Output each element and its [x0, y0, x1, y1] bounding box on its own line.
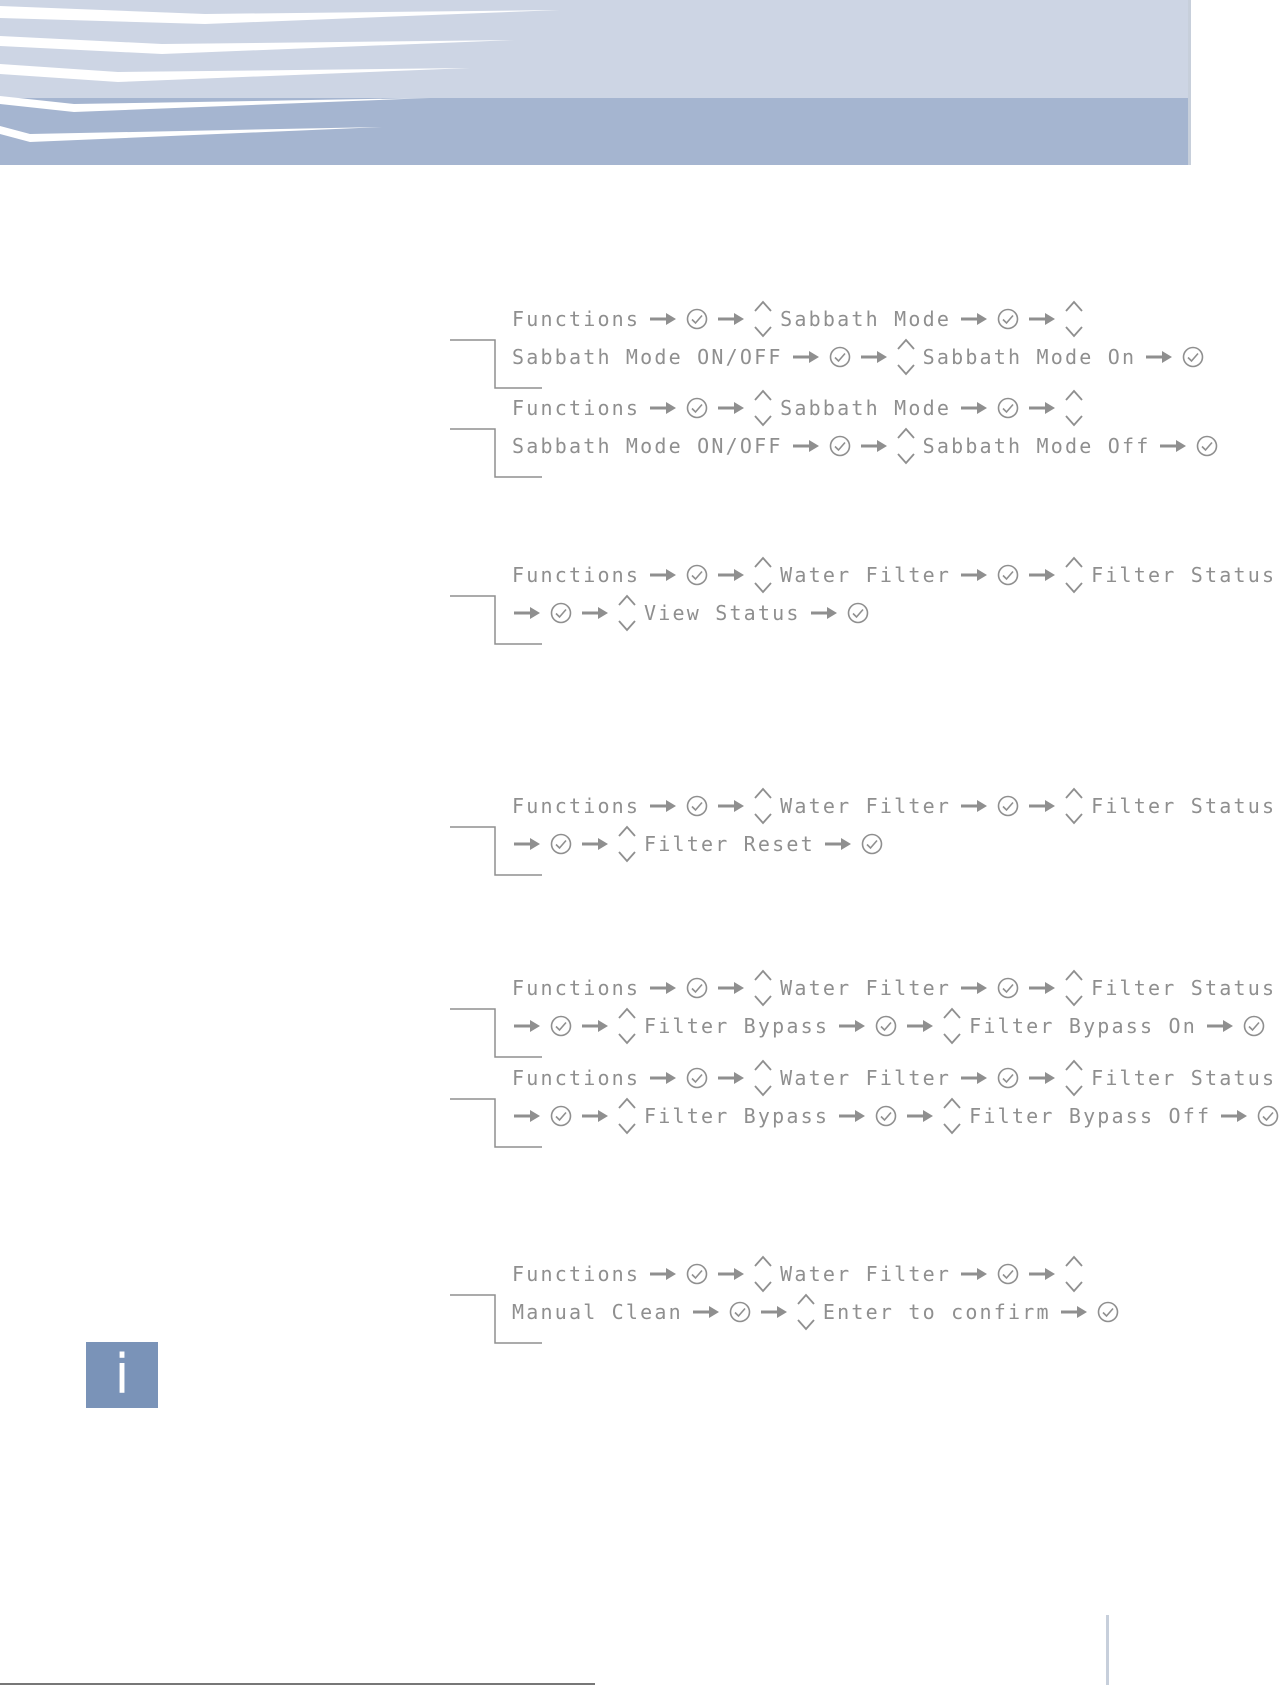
arrow-right-icon	[1027, 796, 1057, 816]
arrow-right-icon	[716, 309, 746, 329]
arrow-right-icon	[759, 1302, 789, 1322]
flow-step-label: Filter Bypass	[644, 1104, 830, 1128]
flow-step-label: Functions	[512, 307, 641, 331]
check-circle-icon	[828, 345, 852, 369]
arrow-right-icon	[512, 834, 542, 854]
arrow-right-icon	[580, 1016, 610, 1036]
check-circle-icon	[874, 1104, 898, 1128]
up-down-arrows-icon	[752, 299, 774, 339]
arrow-right-icon	[716, 1068, 746, 1088]
arrow-right-icon	[1027, 1264, 1057, 1284]
arrow-right-icon	[837, 1106, 867, 1126]
flow-step-label: View Status	[644, 601, 801, 625]
flow-line	[508, 789, 1280, 823]
arrow-right-icon	[1158, 436, 1188, 456]
flow-step-label: Functions	[512, 976, 641, 1000]
arrow-right-icon	[1027, 1068, 1057, 1088]
flow-step-label: Water Filter	[780, 976, 952, 1000]
arrow-right-icon	[512, 603, 542, 623]
arrow-right-icon	[791, 436, 821, 456]
arrow-right-icon	[716, 796, 746, 816]
arrow-right-icon	[580, 603, 610, 623]
arrow-right-icon	[1027, 309, 1057, 329]
check-circle-icon	[996, 976, 1020, 1000]
flow-step-label: Sabbath Mode On	[922, 345, 1137, 369]
check-circle-icon	[685, 1066, 709, 1090]
arrow-right-icon	[959, 309, 989, 329]
info-icon	[86, 1342, 158, 1408]
flow-line	[508, 558, 1280, 592]
arrow-right-icon	[648, 978, 678, 998]
arrow-right-icon	[837, 1016, 867, 1036]
up-down-arrows-icon	[1063, 786, 1085, 826]
flow-line	[508, 1295, 1123, 1329]
flow-step-label: Sabbath Mode ON/OFF	[512, 434, 783, 458]
flow-bracket	[450, 399, 550, 487]
check-circle-icon	[860, 832, 884, 856]
arrow-right-icon	[648, 309, 678, 329]
up-down-arrows-icon	[1063, 299, 1085, 339]
flow-line	[508, 971, 1280, 1005]
check-circle-icon	[549, 1104, 573, 1128]
flow-bracket	[450, 979, 550, 1067]
flow-step-label: Water Filter	[780, 563, 952, 587]
arrow-right-icon	[823, 834, 853, 854]
flow-line	[508, 827, 887, 861]
check-circle-icon	[874, 1014, 898, 1038]
arrow-right-icon	[716, 978, 746, 998]
arrow-right-icon	[716, 1264, 746, 1284]
flow-bracket	[450, 310, 550, 398]
arrow-right-icon	[1027, 978, 1057, 998]
arrow-right-icon	[791, 347, 821, 367]
flow-line	[508, 1099, 1283, 1133]
flow-step-label: Functions	[512, 563, 641, 587]
check-circle-icon	[1096, 1300, 1120, 1324]
check-circle-icon	[685, 307, 709, 331]
arrow-right-icon	[859, 347, 889, 367]
arrow-right-icon	[959, 565, 989, 585]
flow-step-label: Filter Status	[1091, 563, 1277, 587]
flow-step-label: Enter to confirm	[822, 1300, 1051, 1324]
check-circle-icon	[685, 396, 709, 420]
flow-bracket	[450, 1265, 550, 1353]
check-circle-icon	[685, 976, 709, 1000]
up-down-arrows-icon	[616, 593, 638, 633]
up-down-arrows-icon	[616, 1096, 638, 1136]
arrow-right-icon	[512, 1016, 542, 1036]
arrow-right-icon	[1144, 347, 1174, 367]
arrow-right-icon	[580, 1106, 610, 1126]
up-down-arrows-icon	[1063, 968, 1085, 1008]
flow-step-label: Functions	[512, 396, 641, 420]
check-circle-icon	[549, 1014, 573, 1038]
check-circle-icon	[685, 563, 709, 587]
flow-bracket	[450, 797, 550, 885]
arrow-right-icon	[1027, 398, 1057, 418]
info-glyph: i	[114, 1343, 130, 1406]
arrow-right-icon	[959, 398, 989, 418]
flow-line	[508, 429, 1222, 463]
check-circle-icon	[996, 307, 1020, 331]
flow-line	[508, 1061, 1280, 1095]
check-circle-icon	[549, 601, 573, 625]
up-down-arrows-icon	[1063, 555, 1085, 595]
arrow-right-icon	[809, 603, 839, 623]
arrow-right-icon	[1059, 1302, 1089, 1322]
arrow-right-icon	[905, 1016, 935, 1036]
arrow-right-icon	[648, 565, 678, 585]
arrow-right-icon	[691, 1302, 721, 1322]
arrow-right-icon	[512, 1106, 542, 1126]
flow-step-label: Sabbath Mode	[780, 396, 952, 420]
flow-step-label: Filter Status	[1091, 976, 1277, 1000]
arrow-right-icon	[1027, 565, 1057, 585]
arrow-right-icon	[959, 1068, 989, 1088]
flow-step-label: Functions	[512, 1262, 641, 1286]
flow-step-label: Water Filter	[780, 1066, 952, 1090]
flow-step-label: Functions	[512, 794, 641, 818]
up-down-arrows-icon	[752, 1254, 774, 1294]
flow-step-label: Sabbath Mode Off	[922, 434, 1151, 458]
check-circle-icon	[996, 1066, 1020, 1090]
flow-step-label: Manual Clean	[512, 1300, 683, 1324]
check-circle-icon	[1195, 434, 1219, 458]
up-down-arrows-icon	[941, 1096, 963, 1136]
flow-line	[508, 302, 1087, 336]
flow-line	[508, 340, 1208, 374]
up-down-arrows-icon	[1063, 1058, 1085, 1098]
flow-bracket	[450, 1069, 550, 1157]
header-banner	[0, 0, 1191, 165]
arrow-right-icon	[905, 1106, 935, 1126]
flow-step-label: Filter Reset	[644, 832, 815, 856]
up-down-arrows-icon	[895, 337, 917, 377]
arrow-right-icon	[648, 1264, 678, 1284]
check-circle-icon	[549, 832, 573, 856]
flow-line	[508, 1009, 1269, 1043]
arrow-right-icon	[580, 834, 610, 854]
flow-step-label: Filter Bypass On	[969, 1014, 1197, 1038]
up-down-arrows-icon	[941, 1006, 963, 1046]
flow-step-label: Functions	[512, 1066, 641, 1090]
flow-step-label: Sabbath Mode	[780, 307, 952, 331]
page-margin-rule	[1106, 1615, 1109, 1685]
check-circle-icon	[728, 1300, 752, 1324]
arrow-right-icon	[859, 436, 889, 456]
up-down-arrows-icon	[1063, 1254, 1085, 1294]
flow-step-label: Filter Status	[1091, 1066, 1277, 1090]
flow-step-label: Filter Status	[1091, 794, 1277, 818]
header-edge-rule	[1188, 0, 1191, 165]
flow-step-label: Water Filter	[780, 1262, 952, 1286]
flow-line	[508, 596, 873, 630]
arrow-right-icon	[959, 1264, 989, 1284]
up-down-arrows-icon	[795, 1292, 817, 1332]
flow-step-label: Filter Bypass Off	[969, 1104, 1212, 1128]
arrow-right-icon	[959, 978, 989, 998]
flow-step-label: Sabbath Mode ON/OFF	[512, 345, 783, 369]
check-circle-icon	[846, 601, 870, 625]
up-down-arrows-icon	[752, 1058, 774, 1098]
check-circle-icon	[685, 794, 709, 818]
flow-step-label: Filter Bypass	[644, 1014, 830, 1038]
up-down-arrows-icon	[895, 426, 917, 466]
flow-line	[508, 391, 1087, 425]
flow-step-label: Water Filter	[780, 794, 952, 818]
check-circle-icon	[828, 434, 852, 458]
arrow-right-icon	[648, 796, 678, 816]
check-circle-icon	[996, 1262, 1020, 1286]
arrow-right-icon	[1219, 1106, 1249, 1126]
flow-line	[508, 1257, 1087, 1291]
check-circle-icon	[996, 563, 1020, 587]
arrow-right-icon	[1205, 1016, 1235, 1036]
arrow-right-icon	[716, 398, 746, 418]
up-down-arrows-icon	[1063, 388, 1085, 428]
up-down-arrows-icon	[752, 555, 774, 595]
check-circle-icon	[996, 794, 1020, 818]
check-circle-icon	[1181, 345, 1205, 369]
arrow-right-icon	[648, 1068, 678, 1088]
up-down-arrows-icon	[752, 786, 774, 826]
arrow-right-icon	[648, 398, 678, 418]
check-circle-icon	[685, 1262, 709, 1286]
arrow-right-icon	[716, 565, 746, 585]
arrow-right-icon	[959, 796, 989, 816]
check-circle-icon	[1256, 1104, 1280, 1128]
up-down-arrows-icon	[616, 1006, 638, 1046]
check-circle-icon	[1242, 1014, 1266, 1038]
up-down-arrows-icon	[616, 824, 638, 864]
up-down-arrows-icon	[752, 968, 774, 1008]
up-down-arrows-icon	[752, 388, 774, 428]
flow-bracket	[450, 566, 550, 654]
check-circle-icon	[996, 396, 1020, 420]
